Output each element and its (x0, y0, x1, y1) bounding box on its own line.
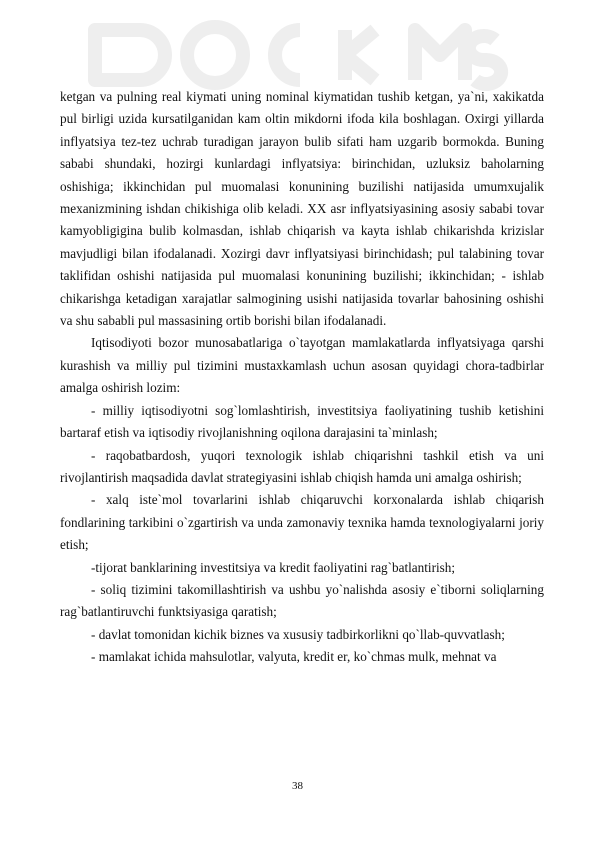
list-item: -tijorat banklarining investitsiya va kredit faoliyatini rag`batlantirish; (91, 559, 456, 575)
list-item: - raqobatbardosh, yuqori texnologik ishlab chiqarishni tashkil etish va uni rivojlantirish maqsadida davlat strategiyasini ishlab chiqish hamda uni amalga oshirish; (60, 447, 544, 485)
list-item: - soliq tizimini takomillashtirish va ushbu yo`nalishda asosiy e`tiborni soliqlarning rag`batlantiruvchi funktsiyasiga qaratish; (60, 581, 544, 620)
list-item: - mamlakat ichida mahsulotlar, valyuta, kredit er, ko`chmas mulk, mehnat va (91, 649, 497, 665)
list-item: - xalq iste`mol tovarlarini ishlab chiqaruvchi korxonalarda ishlab chiqarish fondlarining tarkibini o`zgartirish va unda zamonaviy texnika hamda texnologiyalarni joriy etish; (60, 492, 544, 553)
paragraph: Iqtisodiyoti bozor munosabatlariga o`tayotgan mamlakatlarda inflyatsiyaga qarshi kurashish va milliy pul tizimini mustaxkamlash uchun asosan quyidagi chora-tadbirlar amalga oshirish lozim: (60, 335, 544, 396)
page-number: 38 (292, 780, 303, 792)
list-item: - davlat tomonidan kichik biznes va xususiy tadbirkorlikni qo`llab-quvvatlash; (91, 626, 505, 642)
paragraph: ketgan va pulning real kiymati uning nominal kiymatidan tushib ketgan, ya`ni, xakikatda pul birligi uzida kursatilganidan kam oltin mikdorni ifoda kila boshlagan. Oxirgi yillarda inflyatsiya tez-tez uchrab turadigan jarayon bulib sifati ham uzgarib bormokda. Buning sababi shundaki, hozirgi kunlardagi inflyatsiya: birinchidan, uzluksiz baholarning oshishiga; ikkinchidan pul muomalasi konunining buzilishi natijasida umumxujalik mexanizmining ishdan chikishiga olib keladi. XX asr inflyatsiyasining asosiy sababi tovar kamyobligigina bulib kolmasdan, ishlab chiqarish va kayta ishlab chikarishda krizislar mavjudligi bilan ifodalanadi. Xozirgi davr inflyatsiyasi birinchidash; pul talabining tovar taklifidan oshishi natijasida pul muomalasi konunining buzilishi; ikkinchidan; - ishlab chikarishga ketadigan xarajatlar salmogining usishi natijasida tovarlar bahosining oshishi va shu sababli pul massasining ortib borishi bilan ifodalanadi. (60, 89, 544, 329)
list-item: - milliy iqtisodiyotni sog`lomlashtirish, investitsiya faoliyatining tushib ketishini bartaraf etish va iqtisodiy rivojlanishning oqilona darajasini ta`minlash; (60, 402, 544, 441)
page-body (60, 86, 544, 669)
